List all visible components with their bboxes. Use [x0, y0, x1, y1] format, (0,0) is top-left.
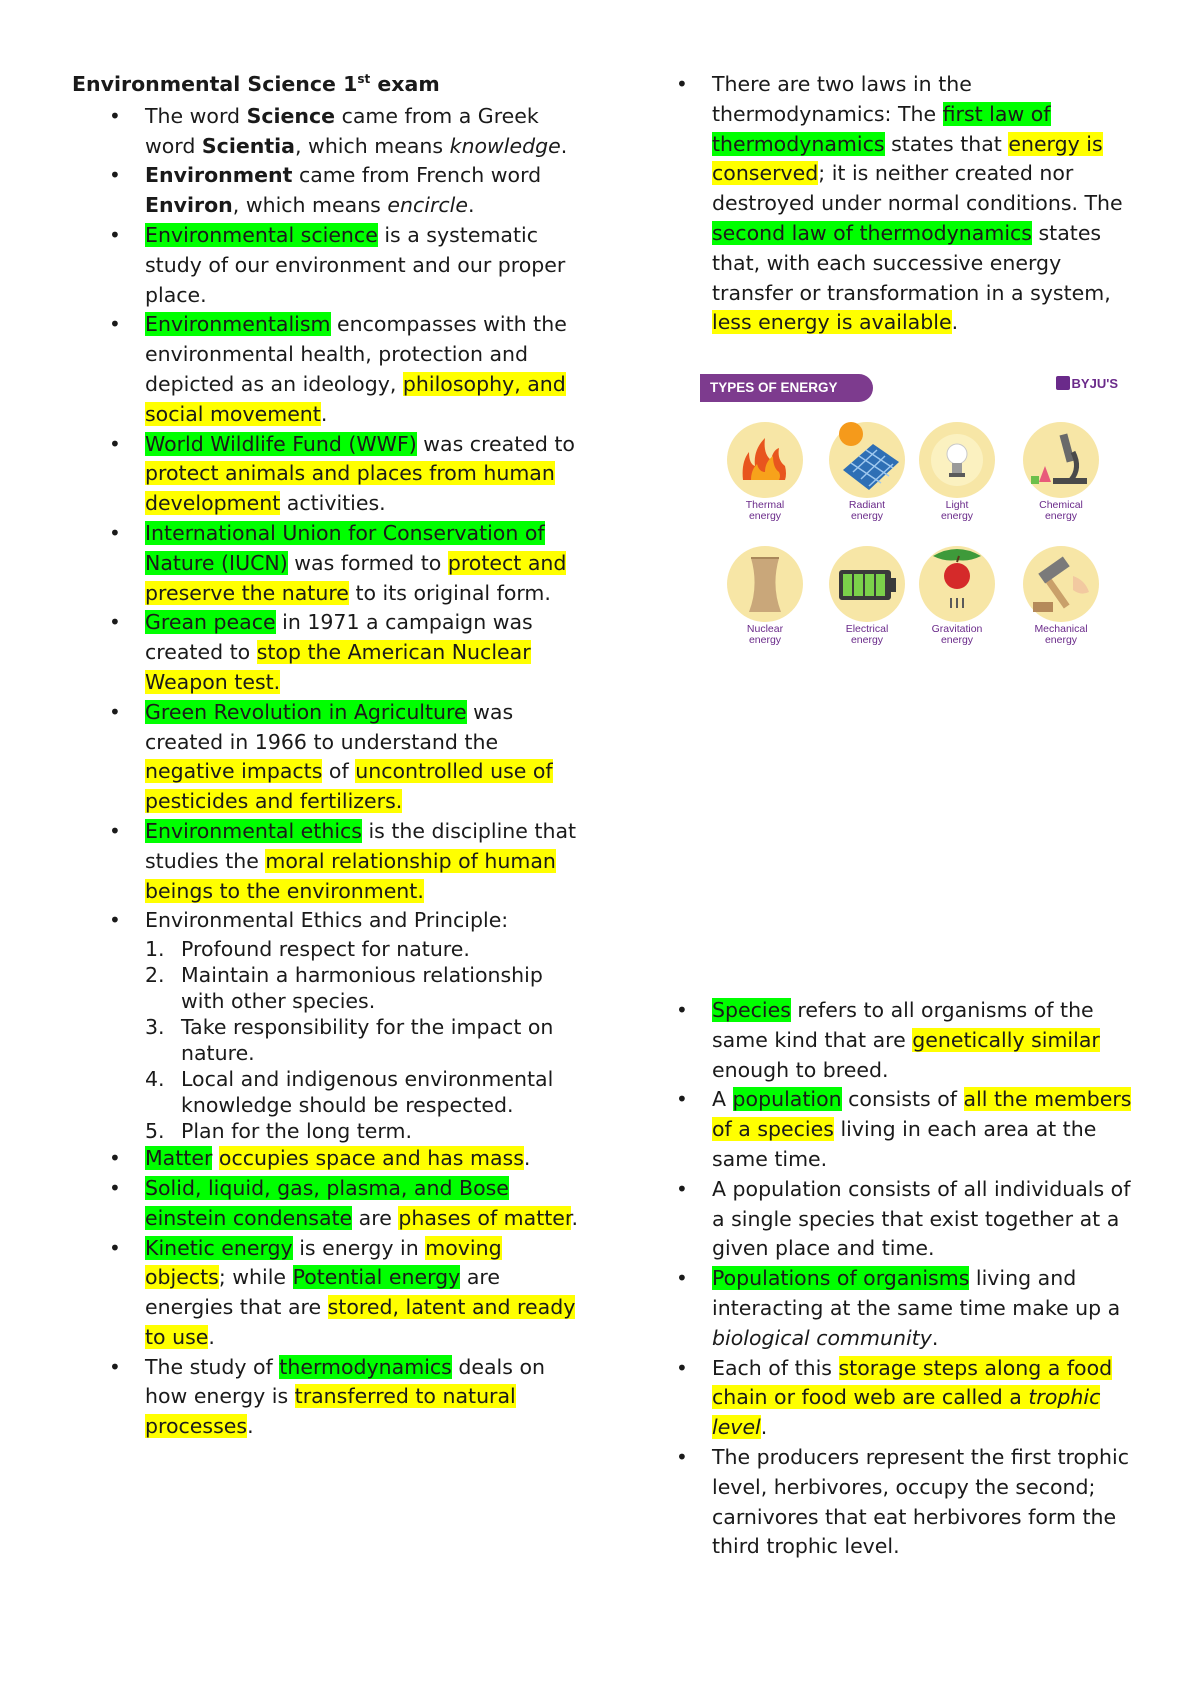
list-item: • Environmental ethics is the discipline that studies the moral relationship of human beings to the environment.	[72, 817, 587, 906]
list-item: • Grean peace in 1971 a campaign was created to stop the American Nuclear Weapon test.	[72, 608, 587, 697]
energy-item-thermal: Thermal energy	[720, 422, 810, 522]
principle-item: 5. Plan for the long term.	[145, 1119, 412, 1144]
list-item: • Species refers to all organisms of the same kind that are genetically similar enough to breed.	[665, 996, 1145, 1085]
right-column-lower	[665, 996, 1145, 1562]
list-item: • Populations of organisms living and interacting at the same time make up a biological community.	[665, 1264, 1145, 1353]
page-title: Environmental Science 1st exam	[72, 72, 440, 96]
list-item: • There are two laws in the thermodynamics: The first law of thermodynamics states that energy is conserved; it is neither created nor destroyed under normal conditions. The second law of thermodynamics states that, with each successive energy transfer or transformation in a system, less energy is available.	[665, 70, 1145, 338]
list-item: • Matter occupies space and has mass.	[72, 1144, 587, 1174]
principle-item: 3. Take responsibility for the impact on nature.	[145, 1015, 554, 1066]
microscope-icon	[1023, 422, 1099, 498]
list-item: • Environmental Ethics and Principle: 1. Profound respect for nature. 2. Maintain a harmonious relationship with other species. 3. Take responsibility for the impact on nature. 4. Local and indigenous environmental knowledge should be respected. 5. Plan for the long term.	[72, 906, 587, 1144]
byjus-logo: BYJU'S	[1056, 376, 1118, 391]
energy-item-chemical: Chemical energy	[1016, 422, 1106, 522]
hammer-icon	[1023, 546, 1099, 622]
energy-item-nuclear: Nuclear energy	[720, 546, 810, 646]
solar-panel-icon	[829, 422, 905, 498]
principle-item: 1. Profound respect for nature.	[145, 937, 470, 962]
light-bulb-icon	[919, 422, 995, 498]
energy-item-gravitation: Gravitation energy	[912, 546, 1002, 646]
list-item: • The word Science came from a Greek word Scientia, which means knowledge.	[72, 102, 587, 162]
cooling-tower-icon	[727, 546, 803, 622]
list-item: • Solid, liquid, gas, plasma, and Bose einstein condensate are phases of matter.	[72, 1174, 587, 1234]
list-item: • Kinetic energy is energy in moving objects; while Potential energy are energies that are stored, latent and ready to use.	[72, 1234, 587, 1353]
principle-item: 2. Maintain a harmonious relationship with other species.	[145, 963, 543, 1014]
energy-item-mechanical: Mechanical energy	[1016, 546, 1106, 646]
falling-apple-icon	[919, 546, 995, 622]
list-item: • Each of this storage steps along a food chain or food web are called a trophic level.	[665, 1354, 1145, 1443]
list-item: • Environmental science is a systematic study of our environment and our proper place.	[72, 221, 587, 310]
list-item: • Environmentalism encompasses with the environmental health, protection and depicted as an ideology, philosophy, and social movement.	[72, 310, 587, 429]
list-item: • Green Revolution in Agriculture was created in 1966 to understand the negative impacts of uncontrolled use of pesticides and fertilizers.	[72, 698, 587, 817]
notes-list-right-lower	[665, 996, 1145, 1562]
principles-list	[145, 936, 587, 1144]
list-item: • Environment came from French word Environ, which means encircle.	[72, 161, 587, 221]
notes-list-right-top	[665, 70, 1145, 338]
energy-item-light: Light energy	[912, 422, 1002, 522]
list-item: • The producers represent the first trophic level, herbivores, occupy the second; carnivores that eat herbivores form the third trophic level.	[665, 1443, 1145, 1562]
list-item: • World Wildlife Fund (WWF) was created to protect animals and places from human development activities.	[72, 430, 587, 519]
list-item: • International Union for Conservation of Nature (IUCN) was formed to protect and preserve the nature to its original form.	[72, 519, 587, 608]
energy-item-radiant: Radiant energy	[822, 422, 912, 522]
energy-item-electrical: Electrical energy	[822, 546, 912, 646]
figure-header: TYPES OF ENERGY	[700, 374, 873, 402]
list-item: • The study of thermodynamics deals on how energy is transferred to natural processes.	[72, 1353, 587, 1442]
left-column	[72, 70, 587, 1442]
right-column-top	[665, 70, 1145, 338]
notes-list-left	[72, 102, 587, 1442]
fire-icon	[727, 422, 803, 498]
list-item: • A population consists of all the members of a species living in each area at the same time.	[665, 1085, 1145, 1174]
list-item: • A population consists of all individuals of a single species that exist together at a given place and time.	[665, 1175, 1145, 1264]
principle-item: 4. Local and indigenous environmental knowledge should be respected.	[145, 1067, 554, 1118]
types-of-energy-figure	[700, 368, 1120, 670]
battery-icon	[829, 546, 905, 622]
